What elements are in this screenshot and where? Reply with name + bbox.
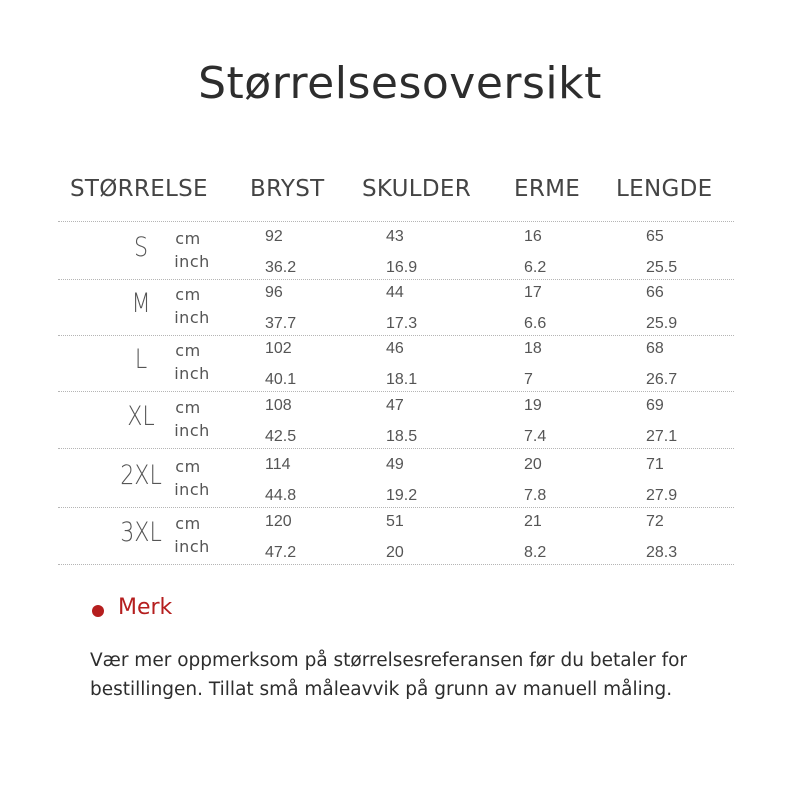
cm-value: 65 bbox=[646, 228, 664, 245]
unit-cm-label: cm bbox=[175, 457, 201, 476]
cm-value: 92 bbox=[265, 228, 283, 245]
cm-value: 19 bbox=[524, 397, 542, 414]
inch-value: 18.5 bbox=[386, 428, 418, 445]
size-label: XL bbox=[127, 401, 155, 432]
cm-value: 120 bbox=[265, 513, 292, 530]
note-title: Merk bbox=[118, 595, 173, 620]
inch-value: 47.2 bbox=[265, 544, 297, 561]
inch-value: 6.6 bbox=[524, 315, 547, 332]
table-divider bbox=[58, 564, 734, 565]
size-label: L bbox=[134, 344, 148, 375]
cm-value: 17 bbox=[524, 284, 542, 301]
unit-inch-label: inch bbox=[174, 252, 210, 271]
inch-value: 25.9 bbox=[646, 315, 678, 332]
table-divider bbox=[58, 391, 734, 392]
cm-value: 18 bbox=[524, 340, 542, 357]
inch-value: 16.9 bbox=[386, 259, 418, 276]
inch-value: 17.3 bbox=[386, 315, 418, 332]
cm-value: 68 bbox=[646, 340, 664, 357]
size-label: M bbox=[131, 288, 151, 319]
unit-inch-label: inch bbox=[174, 480, 210, 499]
cm-value: 108 bbox=[265, 397, 292, 414]
unit-cm-label: cm bbox=[175, 514, 201, 533]
cm-value: 20 bbox=[524, 456, 542, 473]
inch-value: 27.1 bbox=[646, 428, 678, 445]
inch-value: 27.9 bbox=[646, 487, 678, 504]
table-divider bbox=[58, 448, 734, 449]
inch-value: 7.8 bbox=[524, 487, 547, 504]
table-divider bbox=[58, 507, 734, 508]
header-shoulder: SKULDER bbox=[362, 176, 472, 202]
header-size: STØRRELSE bbox=[70, 176, 208, 202]
header-length: LENGDE bbox=[616, 176, 713, 202]
cm-value: 43 bbox=[386, 228, 404, 245]
inch-value: 36.2 bbox=[265, 259, 297, 276]
header-sleeve: ERME bbox=[514, 176, 581, 202]
cm-value: 51 bbox=[386, 513, 404, 530]
unit-cm-label: cm bbox=[175, 229, 201, 248]
inch-value: 28.3 bbox=[646, 544, 678, 561]
inch-value: 8.2 bbox=[524, 544, 547, 561]
header-chest: BRYST bbox=[250, 176, 325, 202]
inch-value: 42.5 bbox=[265, 428, 297, 445]
cm-value: 71 bbox=[646, 456, 664, 473]
cm-value: 102 bbox=[265, 340, 292, 357]
cm-value: 66 bbox=[646, 284, 664, 301]
unit-inch-label: inch bbox=[174, 421, 210, 440]
cm-value: 49 bbox=[386, 456, 404, 473]
unit-cm-label: cm bbox=[175, 285, 201, 304]
cm-value: 21 bbox=[524, 513, 542, 530]
inch-value: 26.7 bbox=[646, 371, 678, 388]
unit-cm-label: cm bbox=[175, 341, 201, 360]
cm-value: 72 bbox=[646, 513, 664, 530]
unit-inch-label: inch bbox=[174, 308, 210, 327]
size-label: 2XL bbox=[120, 460, 162, 491]
inch-value: 37.7 bbox=[265, 315, 297, 332]
inch-value: 7.4 bbox=[524, 428, 547, 445]
size-label: 3XL bbox=[120, 517, 162, 548]
bullet-dot-icon bbox=[92, 605, 104, 617]
cm-value: 16 bbox=[524, 228, 542, 245]
cm-value: 114 bbox=[265, 456, 291, 473]
inch-value: 20 bbox=[386, 544, 404, 561]
inch-value: 19.2 bbox=[386, 487, 418, 504]
table-divider bbox=[58, 335, 734, 336]
inch-value: 25.5 bbox=[646, 259, 678, 276]
inch-value: 44.8 bbox=[265, 487, 297, 504]
cm-value: 96 bbox=[265, 284, 283, 301]
cm-value: 44 bbox=[386, 284, 404, 301]
inch-value: 18.1 bbox=[386, 371, 418, 388]
page-title: Størrelsesoversikt bbox=[198, 58, 602, 109]
unit-inch-label: inch bbox=[174, 364, 210, 383]
cm-value: 69 bbox=[646, 397, 664, 414]
unit-inch-label: inch bbox=[174, 537, 210, 556]
table-divider bbox=[58, 279, 734, 280]
table-divider bbox=[58, 221, 734, 222]
cm-value: 47 bbox=[386, 397, 404, 414]
inch-value: 40.1 bbox=[265, 371, 297, 388]
inch-value: 7 bbox=[524, 371, 533, 388]
cm-value: 46 bbox=[386, 340, 404, 357]
size-label: S bbox=[133, 232, 149, 263]
unit-cm-label: cm bbox=[175, 398, 201, 417]
inch-value: 6.2 bbox=[524, 259, 547, 276]
note-text: Vær mer oppmerksom på størrelsesreferansen før du betaler for bestillingen. Tillat små måleavvik på grunn av manuell måling. bbox=[90, 650, 688, 700]
